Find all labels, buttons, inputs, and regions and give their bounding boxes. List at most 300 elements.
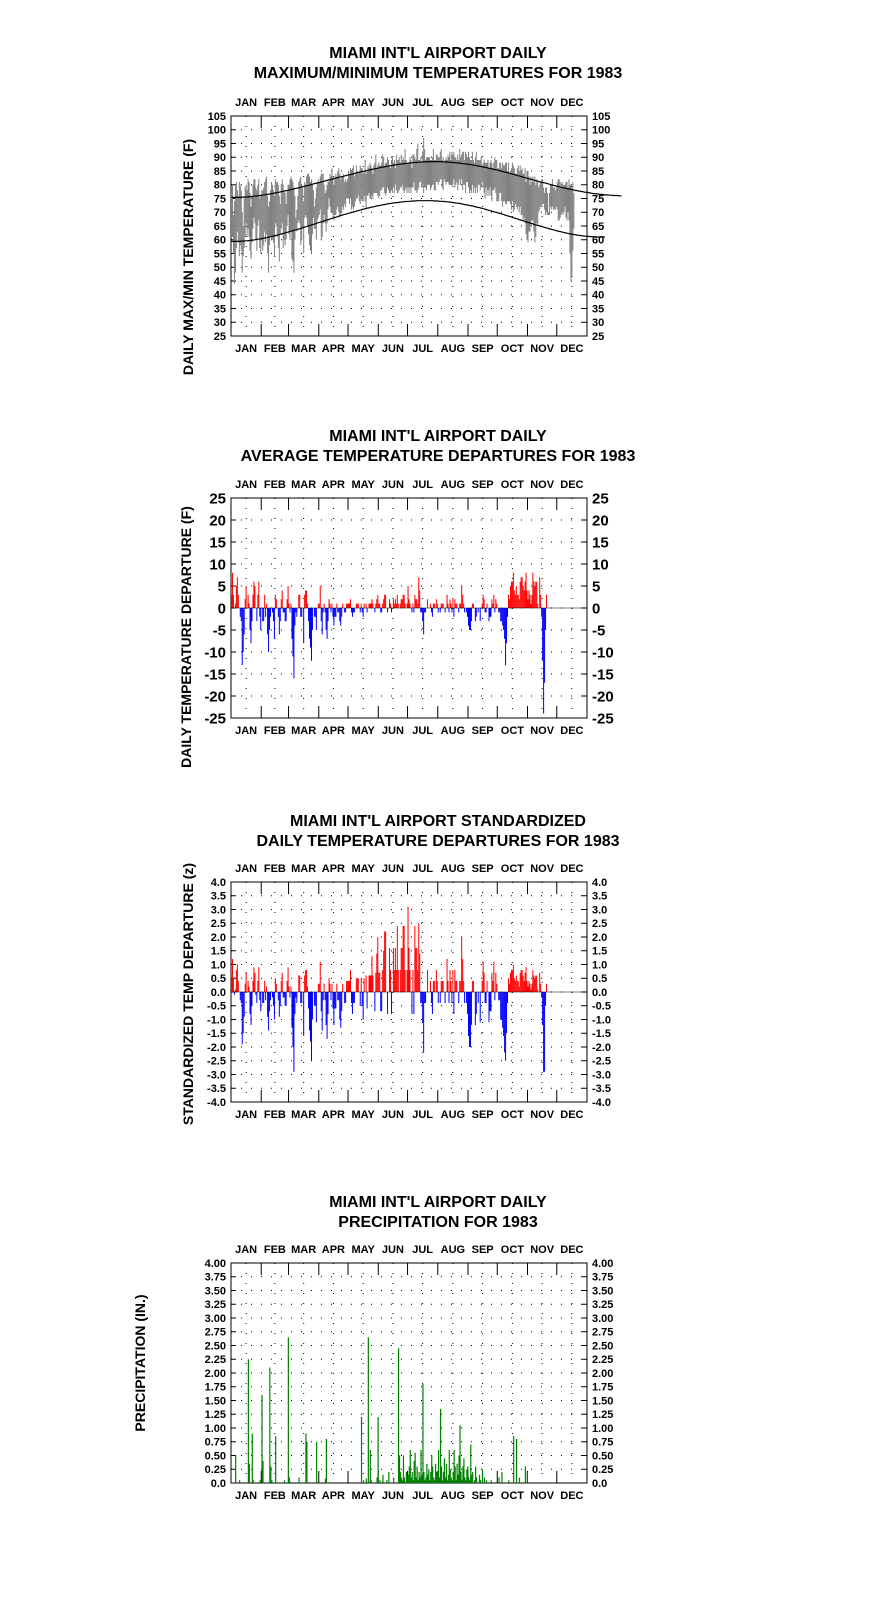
- departure-bar: [542, 992, 543, 1025]
- y-tick-label-right: 35: [592, 303, 605, 316]
- departure-bar: [254, 973, 255, 992]
- month-label-bottom: DEC: [560, 1109, 584, 1121]
- departure-bar: [309, 992, 310, 1031]
- y-tick-label-right: 90: [592, 152, 605, 165]
- daily-range-bar: [318, 179, 319, 218]
- departure-bar: [347, 981, 348, 992]
- departure-bar: [432, 992, 433, 1014]
- departure-bar: [442, 604, 443, 608]
- departure-bar: [342, 984, 343, 992]
- precip-title-line1: MIAMI INT'L AIRPORT DAILY: [329, 1194, 547, 1211]
- daily-range-bar: [359, 171, 360, 201]
- daily-range-bar: [567, 182, 568, 221]
- departure-bar: [342, 604, 343, 608]
- y-tick-label-left: 75: [213, 193, 226, 206]
- y-tick-label-right: 1.75: [592, 1381, 614, 1394]
- departure-bar: [353, 992, 354, 1003]
- departure-bar: [532, 573, 533, 608]
- y-tick-label-right: 105: [592, 110, 611, 123]
- y-tick-label-right: 1.5: [592, 945, 608, 958]
- departure-bar: [331, 604, 332, 608]
- daily-range-bar: [419, 160, 420, 182]
- departure-bar: [358, 604, 359, 608]
- daily-range-bar: [291, 179, 292, 259]
- daily-range-bar: [289, 185, 290, 235]
- daily-range-bar: [549, 193, 550, 215]
- daily-range-bar: [266, 177, 267, 235]
- departure-bar: [424, 992, 425, 1003]
- daily-range-bar: [454, 157, 455, 187]
- daily-range-bar: [371, 168, 372, 196]
- departure-bar: [236, 586, 237, 608]
- daily-range-bar: [325, 193, 326, 223]
- daily-range-bar: [252, 185, 253, 229]
- departure-bar: [453, 992, 454, 1014]
- y-tick-label-right: -15: [592, 666, 614, 684]
- daily-range-bar: [377, 166, 378, 196]
- departure-bar: [272, 992, 273, 998]
- y-tick-label-right: -4.0: [592, 1096, 611, 1109]
- daily-range-bar: [418, 160, 419, 188]
- daily-range-bar: [477, 160, 478, 193]
- month-label-bottom: OCT: [500, 343, 525, 355]
- departure-bar: [324, 604, 325, 608]
- departure-bar: [237, 965, 238, 993]
- month-label-bottom: JUN: [381, 343, 404, 355]
- departure-bar: [249, 604, 250, 608]
- daily-range-bar: [538, 188, 539, 213]
- departure-bar: [370, 976, 371, 993]
- departure-bar: [402, 948, 403, 992]
- departure-bar: [541, 992, 542, 998]
- departure-bar: [502, 992, 503, 1028]
- departure-bar: [255, 992, 256, 995]
- y-tick-label-right: 0.5: [592, 973, 608, 986]
- daily-range-bar: [525, 168, 526, 223]
- daily-range-bar: [301, 185, 302, 240]
- departure-bar: [235, 604, 236, 608]
- departure-bar: [274, 992, 275, 1020]
- precip-bar: [284, 1480, 285, 1483]
- departure-bar: [267, 992, 268, 1017]
- y-tick-label-right: -1.5: [592, 1028, 611, 1041]
- departure-bar: [238, 981, 239, 992]
- departure-bar: [274, 608, 275, 639]
- y-tick-label-right: 55: [592, 248, 605, 261]
- departure-bar: [534, 978, 535, 992]
- departure-bar: [300, 608, 301, 617]
- departure-bar: [518, 981, 519, 992]
- departure-bar: [323, 992, 324, 1000]
- daily-range-bar: [552, 179, 553, 207]
- daily-range-bar: [270, 190, 271, 237]
- departure-bar: [529, 595, 530, 608]
- departure-bar: [356, 604, 357, 608]
- daily-range-bar: [531, 182, 532, 221]
- daily-range-bar: [445, 160, 446, 182]
- y-tick-label-left: 0.0: [210, 986, 226, 999]
- departure-bar: [438, 608, 439, 612]
- y-tick-label-left: 2.50: [204, 1340, 226, 1353]
- y-tick-label-left: 3.75: [204, 1271, 226, 1284]
- departure-bar: [236, 970, 237, 992]
- month-label-top: JAN: [235, 479, 258, 491]
- daily-range-bar: [339, 174, 340, 218]
- precip-bar: [508, 1480, 509, 1483]
- month-label-top: OCT: [500, 1244, 525, 1256]
- y-tick-label-left: 80: [213, 179, 226, 192]
- daily-range-bar: [401, 155, 402, 188]
- departure-bar: [496, 604, 497, 608]
- daily-range-bar: [330, 174, 331, 207]
- departure-bar: [472, 981, 473, 992]
- month-label-bottom: JUL: [412, 725, 434, 737]
- departure-bar: [545, 608, 546, 630]
- y-tick-label-right: 0: [592, 600, 601, 618]
- daily-range-bar: [239, 182, 240, 256]
- daily-range-bar: [478, 160, 479, 185]
- departure-bar: [256, 608, 257, 621]
- precip-bar: [363, 1480, 364, 1483]
- daily-range-bar: [434, 160, 435, 190]
- daily-range-bar: [501, 168, 502, 201]
- departure-bar: [449, 970, 450, 992]
- departure-bar: [509, 599, 510, 608]
- daily-range-bar: [415, 160, 416, 190]
- departure-bar: [524, 590, 525, 608]
- y-tick-label-right: -10: [592, 644, 614, 662]
- daily-range-bar: [481, 157, 482, 187]
- departure-bar: [394, 604, 395, 608]
- daily-range-bar: [450, 160, 451, 185]
- departure-bar: [251, 608, 252, 621]
- daily-range-bar: [457, 155, 458, 191]
- daily-range-bar: [390, 168, 391, 193]
- daily-range-bar: [449, 152, 450, 185]
- departure-bar: [436, 970, 437, 992]
- departure-bar: [379, 604, 380, 608]
- y-tick-label-right: 95: [592, 138, 605, 151]
- departure-bar: [383, 599, 384, 608]
- y-tick-label-left: 1.50: [204, 1395, 226, 1408]
- departures-title-line2: AVERAGE TEMPERATURE DEPARTURES FOR 1983: [240, 448, 636, 465]
- month-label-top: NOV: [530, 479, 555, 491]
- departure-bar: [329, 978, 330, 992]
- departure-bar: [379, 973, 380, 992]
- departure-bar: [316, 992, 317, 1022]
- departure-bar: [482, 981, 483, 992]
- daily-range-bar: [480, 160, 481, 190]
- departure-bar: [268, 992, 269, 1031]
- y-tick-label-left: 1.5: [210, 945, 226, 958]
- departure-bar: [336, 984, 337, 992]
- y-tick-label-right: 100: [592, 124, 611, 137]
- departure-bar: [291, 608, 292, 639]
- daily-range-bar: [498, 168, 499, 201]
- precip-bar: [269, 1368, 270, 1484]
- departure-bar: [258, 582, 259, 608]
- departure-bar: [276, 984, 277, 992]
- departure-bar: [469, 608, 470, 630]
- daily-range-bar: [349, 174, 350, 204]
- departure-bar: [333, 992, 334, 1025]
- y-tick-label-left: 15: [209, 534, 226, 552]
- departure-bar: [309, 608, 310, 639]
- daily-range-bar: [474, 163, 475, 188]
- daily-range-bar: [292, 182, 293, 262]
- departure-bar: [358, 978, 359, 992]
- y-tick-label-right: -3.5: [592, 1083, 611, 1096]
- departure-bar: [419, 590, 420, 608]
- departure-bar: [403, 595, 404, 608]
- departure-bar: [480, 992, 481, 1022]
- daily-range-bar: [330, 177, 331, 213]
- daily-range-bar: [404, 160, 405, 193]
- daily-range-bar: [494, 157, 495, 187]
- precip-title-line2: PRECIPITATION FOR 1983: [338, 1214, 538, 1231]
- departure-bar: [489, 608, 490, 617]
- departure-bar: [290, 604, 291, 608]
- precip-bar: [366, 1479, 367, 1483]
- daily-range-bar: [407, 163, 408, 193]
- departure-bar: [391, 608, 392, 612]
- departure-bar: [253, 582, 254, 608]
- departure-bar: [424, 608, 425, 612]
- daily-range-bar: [433, 149, 434, 185]
- daily-range-bar: [341, 177, 342, 213]
- daily-range-bar: [488, 168, 489, 196]
- departure-bar: [488, 992, 489, 1022]
- departure-bar: [503, 608, 504, 630]
- y-tick-label-left: 2.5: [210, 918, 226, 931]
- departure-bar: [352, 608, 353, 617]
- departure-bar: [316, 608, 317, 630]
- departure-bar: [381, 608, 382, 612]
- daily-range-bar: [336, 177, 337, 210]
- daily-range-bar: [343, 174, 344, 210]
- y-tick-label-left: -5: [212, 622, 226, 640]
- y-tick-label-left: 4.0: [210, 876, 226, 889]
- y-tick-label-left: 10: [209, 556, 226, 574]
- daily-range-bar: [344, 182, 345, 204]
- departure-bar: [458, 608, 459, 612]
- departure-bar: [328, 608, 329, 621]
- departure-bar: [327, 992, 328, 1039]
- plot-frame: [231, 1263, 587, 1483]
- daily-range-bar: [479, 160, 480, 185]
- daily-range-bar: [423, 138, 424, 193]
- daily-range-bar: [354, 177, 355, 207]
- departure-bar: [246, 973, 247, 992]
- departure-bar: [487, 981, 488, 992]
- y-tick-label-left: -4.0: [207, 1096, 226, 1109]
- departure-bar: [421, 608, 422, 612]
- daily-range-bar: [493, 163, 494, 191]
- precip-bar: [527, 1472, 528, 1483]
- departure-bar: [456, 981, 457, 992]
- departure-bar: [375, 604, 376, 608]
- departure-bar: [470, 992, 471, 1047]
- daily-range-bar: [295, 218, 296, 229]
- daily-range-bar: [332, 177, 333, 216]
- departure-bar: [307, 987, 308, 993]
- daily-range-bar: [409, 163, 410, 193]
- departure-bar: [335, 608, 336, 617]
- month-label-bottom: NOV: [530, 343, 555, 355]
- departure-bar: [312, 608, 313, 630]
- daily-range-bar: [528, 171, 529, 243]
- departure-bar: [416, 599, 417, 608]
- departure-bar: [505, 992, 506, 1061]
- departure-bar: [248, 595, 249, 608]
- precip-bar: [446, 1464, 447, 1483]
- daily-range-bar: [535, 185, 536, 237]
- daily-range-bar: [422, 152, 423, 185]
- month-label-bottom: DEC: [560, 343, 584, 355]
- departure-bar: [467, 992, 468, 1014]
- daily-range-bar: [395, 168, 396, 185]
- precip-bar: [377, 1417, 378, 1483]
- y-tick-label-right: 3.0: [592, 904, 608, 917]
- departure-bar: [362, 608, 363, 612]
- daily-range-bar: [236, 182, 237, 248]
- departure-bar: [520, 973, 521, 992]
- y-tick-label-right: 5: [592, 578, 601, 596]
- departure-bar: [344, 608, 345, 612]
- departure-bar: [376, 599, 377, 608]
- departure-bar: [369, 604, 370, 608]
- daily-range-bar: [504, 166, 505, 202]
- departure-bar: [339, 992, 340, 1020]
- departure-bar: [463, 981, 464, 992]
- departure-bar: [490, 992, 491, 1011]
- daily-range-bar: [264, 182, 265, 232]
- month-label-bottom: JAN: [235, 1109, 258, 1121]
- y-tick-label-right: 4.00: [592, 1257, 614, 1270]
- daily-range-bar: [340, 179, 341, 215]
- y-tick-label-left: -3.0: [207, 1069, 226, 1082]
- departure-bar: [263, 992, 264, 1003]
- departure-bar: [495, 599, 496, 608]
- precip-bar: [382, 1475, 383, 1483]
- departure-bar: [541, 608, 542, 617]
- departure-bar: [546, 595, 547, 608]
- daily-range-bar: [326, 190, 327, 231]
- departure-bar: [341, 608, 342, 617]
- daily-range-bar: [245, 188, 246, 238]
- daily-range-bar: [506, 163, 507, 204]
- y-tick-label-left: 2.00: [204, 1367, 226, 1380]
- departure-bar: [503, 992, 504, 1036]
- departure-bar: [447, 595, 448, 608]
- month-label-top: NOV: [530, 863, 555, 875]
- precip-bar: [525, 1467, 526, 1484]
- daily-range-bar: [362, 168, 363, 201]
- departure-bar: [522, 577, 523, 608]
- maxmin-title-line1: MIAMI INT'L AIRPORT DAILY: [329, 45, 547, 62]
- daily-range-bar: [342, 177, 343, 207]
- daily-range-bar: [367, 171, 368, 196]
- daily-range-bar: [393, 163, 394, 188]
- daily-range-bar: [370, 166, 371, 199]
- daily-range-bar: [553, 188, 554, 210]
- departure-bar: [468, 608, 469, 626]
- precip-bar: [298, 1478, 299, 1484]
- departure-bar: [250, 992, 251, 1014]
- daily-range-bar: [543, 188, 544, 205]
- daily-range-bar: [263, 188, 264, 246]
- month-label-top: MAR: [291, 863, 317, 875]
- departure-bar: [471, 992, 472, 1025]
- daily-range-bar: [555, 190, 556, 209]
- y-tick-label-right: 70: [592, 207, 605, 220]
- precip-bar: [388, 1472, 389, 1483]
- departure-bar: [253, 967, 254, 992]
- departure-bar: [437, 604, 438, 608]
- daily-range-bar: [495, 160, 496, 193]
- y-tick-label-left: 100: [207, 124, 226, 137]
- departure-bar: [298, 976, 299, 993]
- daily-range-bar: [550, 185, 551, 207]
- departure-bar: [453, 608, 454, 617]
- departure-bar: [323, 608, 324, 612]
- departure-bar: [523, 586, 524, 608]
- daily-range-bar: [484, 160, 485, 193]
- departure-bar: [440, 608, 441, 612]
- departure-bar: [306, 590, 307, 608]
- daily-range-bar: [268, 207, 269, 273]
- departure-bar: [363, 992, 364, 1020]
- month-label-top: SEP: [471, 479, 494, 491]
- departure-bar: [441, 604, 442, 608]
- departure-bar: [321, 992, 322, 1011]
- daily-range-bar: [296, 210, 297, 232]
- maxmin-chart-panel: [0, 44, 876, 384]
- daily-range-bar: [556, 188, 557, 207]
- departure-bar: [290, 608, 291, 612]
- daily-range-bar: [278, 185, 279, 248]
- month-label-bottom: FEB: [263, 1490, 286, 1502]
- departure-bar: [315, 608, 316, 617]
- daily-range-bar: [306, 177, 307, 218]
- precip-bar: [275, 1436, 276, 1483]
- precip-bar: [519, 1478, 520, 1484]
- y-tick-label-right: 20: [592, 512, 609, 530]
- y-tick-label-right: 2.75: [592, 1326, 614, 1339]
- departure-bar: [525, 582, 526, 608]
- daily-range-bar: [314, 207, 315, 229]
- departure-bar: [513, 965, 514, 993]
- departure-bar: [245, 599, 246, 608]
- y-tick-label-right: 3.75: [592, 1271, 614, 1284]
- y-tick-label-left: 3.50: [204, 1285, 226, 1298]
- departure-bar: [330, 604, 331, 608]
- daily-range-bar: [475, 157, 476, 193]
- daily-range-bar: [541, 179, 542, 207]
- y-tick-label-left: 4.00: [204, 1257, 226, 1270]
- departure-bar: [492, 981, 493, 992]
- daily-range-bar: [441, 149, 442, 179]
- daily-range-bar: [492, 168, 493, 190]
- departure-bar: [281, 599, 282, 608]
- departure-bar: [495, 973, 496, 992]
- departure-bar: [397, 926, 398, 992]
- departure-bar: [382, 970, 383, 992]
- y-tick-label-right: -2.5: [592, 1055, 611, 1068]
- departure-bar: [266, 604, 267, 608]
- daily-range-bar: [408, 163, 409, 188]
- departure-bar: [324, 984, 325, 992]
